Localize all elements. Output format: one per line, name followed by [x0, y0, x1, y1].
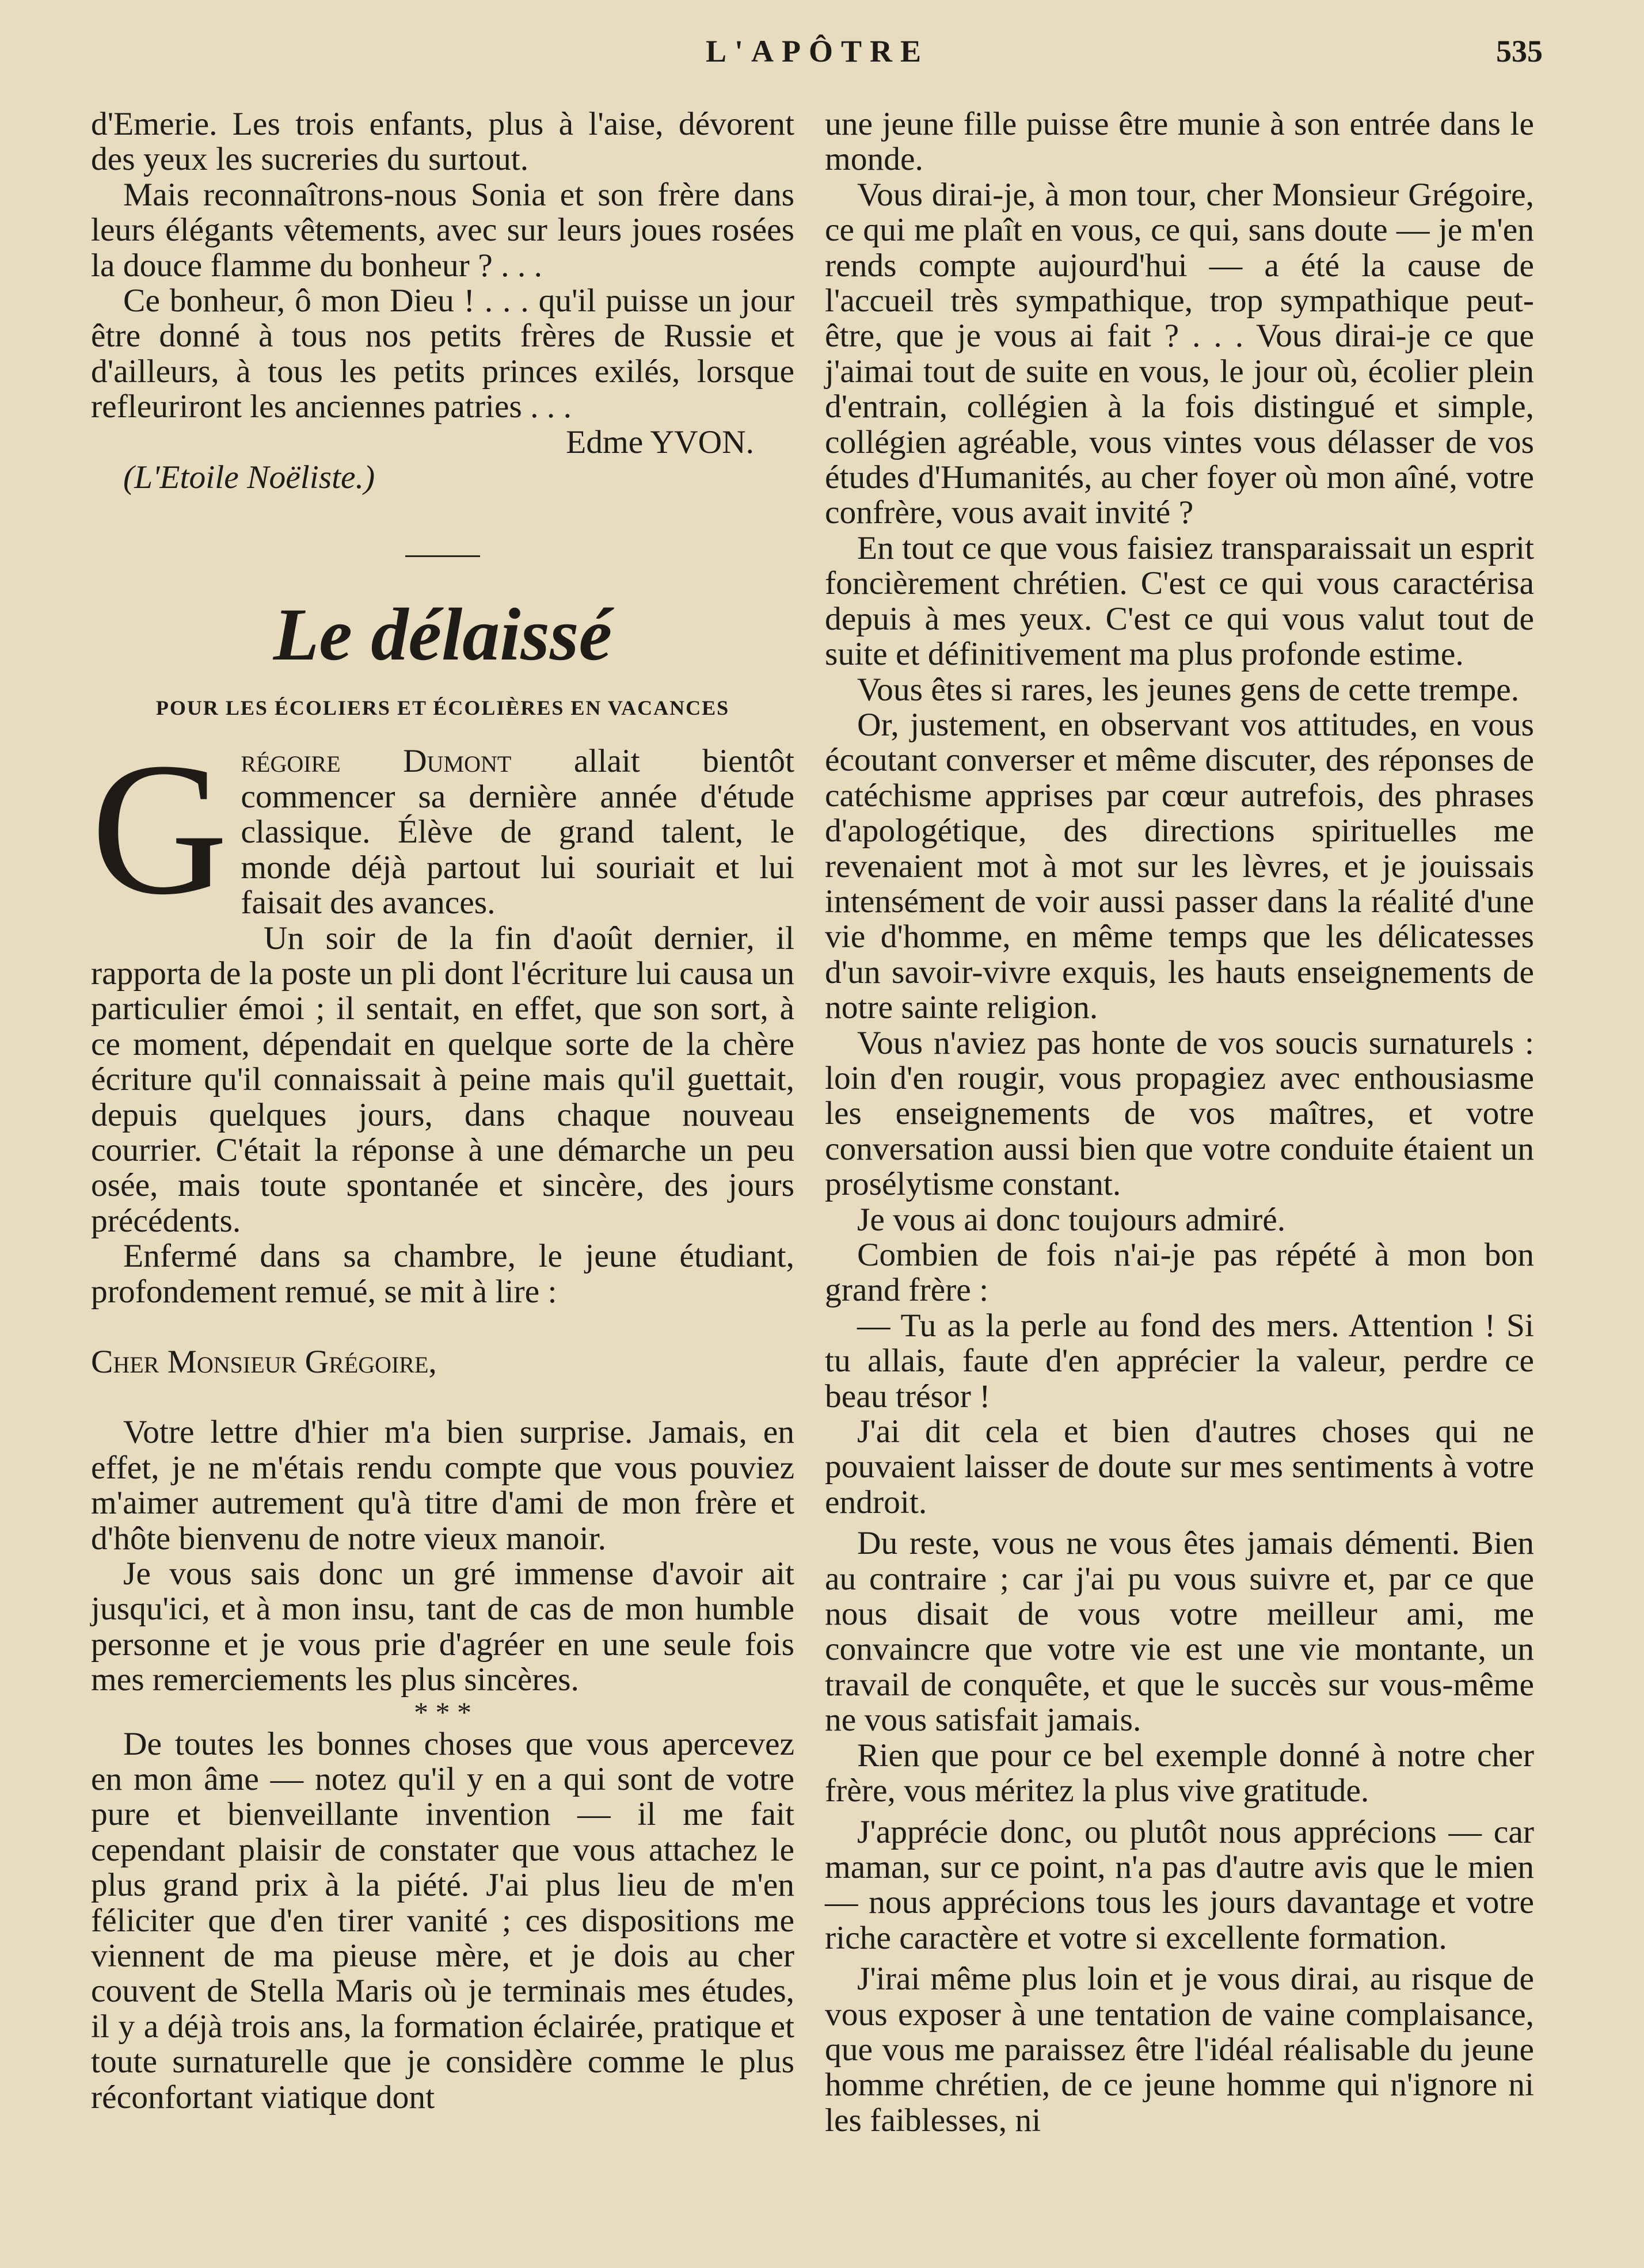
- source-citation: (L'Etoile Noëliste.): [123, 459, 375, 496]
- right-column: [825, 106, 1534, 2138]
- right-paragraph-12: Rien que pour ce bel exemple donné à notre cher frère, vous méritez la plus vive gratitude.: [825, 1737, 1534, 1809]
- asterism: * * *: [414, 1695, 471, 1728]
- page-number: 535: [1496, 34, 1543, 68]
- right-paragraph-13: J'apprécie donc, ou plutôt nous apprécions — car maman, sur ce point, n'a pas d'autre avis que le mien — nous apprécions tous les jours davantage et votre riche caractère et votre si excellente formation.: [825, 1813, 1534, 1956]
- right-paragraph-3: En tout ce que vous faisiez transparaissait un esprit foncièrement chrétien. C'est ce qui vous caractérisa depuis à mes yeux. C'est ce qui vous valut tout de suite et définitivement ma plus profonde estime.: [825, 529, 1534, 673]
- lead-text: allait bientôt commencer sa dernière année d'étude classique. Élève de grand talent, le monde déjà partout lui souriait et lui faisait des avances.: [241, 743, 794, 921]
- article-title: Le délaissé: [273, 593, 612, 677]
- letter-paragraph-3: De toutes les bonnes choses que vous apercevez en mon âme — notez qu'il y en a qui sont de votre pure et bienveillante invention — il me fait cependant plaisir de constater que vous attachez le plus grand prix à la piété. J'ai plus lieu de m'en féliciter que d'en tirer vanité ; ces dispositions me viennent de ma pieuse mère, et je dois au cher couvent de Stella Maris où je terminais mes études, il y a déjà trois ans, la formation éclairée, pratique et toute surnaturelle que je considère comme le plus réconfortant viatique dont: [91, 1725, 794, 2115]
- right-paragraph-10: J'ai dit cela et bien d'autres choses qui ne pouvaient laisser de doute sur mes sentiments à votre endroit.: [825, 1413, 1534, 1520]
- letter-paragraph-1: Votre lettre d'hier m'a bien surprise. Jamais, en effet, je ne m'étais rendu compte que vous pouviez m'aimer autrement qu'à titre d'ami de mon frère et d'hôte bienvenu de notre vieux manoir.: [91, 1414, 794, 1557]
- right-paragraph-1: une jeune fille puisse être munie à son entrée dans le monde.: [825, 106, 1534, 178]
- right-paragraph-6: Vous n'aviez pas honte de vos soucis surnaturels : loin d'en rougir, vous propagiez avec enthousiasme les enseignements de vos maîtres, et votre conversation aussi bien que votre conduite étaient un prosélytisme constant.: [825, 1024, 1534, 1203]
- left-column: [91, 106, 794, 2115]
- intro-paragraph-2: Enfermé dans sa chambre, le jeune étudiant, profondement remué, se mit à lire :: [91, 1238, 794, 1310]
- drop-cap: G: [91, 724, 229, 935]
- right-paragraph-14: J'irai même plus loin et je vous dirai, au risque de vous exposer à une tentation de vaine complaisance, que vous me paraissez être l'idéal réalisable du jeune homme chrétien, de ce jeune homme qui n'ignore ni les faiblesses, ni: [825, 1961, 1534, 2139]
- prev-paragraph-1: d'Emerie. Les trois enfants, plus à l'aise, dévorent des yeux les sucreries du surtout.: [91, 106, 794, 178]
- right-paragraph-5: Or, justement, en observant vos attitudes, en vous écoutant converser et même discuter, des réponses de catéchisme apprises par cœur autrefois, des phrases d'apologétique, des directions spirituelles me revenaient mot à mot sur les lèvres, et je jouissais intensément de voir aussi passer dans la réalité d'une vie d'homme, en même temps que les délicatesses d'un savoir-vivre exquis, les hauts enseignements de notre sainte religion.: [825, 706, 1534, 1026]
- page-header: [92, 28, 1543, 79]
- right-paragraph-7: Je vous ai donc toujours admiré.: [857, 1201, 1286, 1238]
- prev-paragraph-3: Ce bonheur, ô mon Dieu ! . . . qu'il puisse un jour être donné à tous nos petits frères de Russie et d'ailleurs, à tous les petits princes exilés, lorsque refleuriront les anciennes patries . . .: [91, 283, 794, 425]
- right-paragraph-11: Du reste, vous ne vous êtes jamais démenti. Bien au contraire ; car j'ai pu vous suivre et, par ce que nous disait de vous votre meilleur ami, me convaincre que votre vie est une vie montante, un travail de conquête, et que le succès sur vous-même ne vous satisfait jamais.: [825, 1525, 1534, 1739]
- section-divider: [405, 555, 480, 557]
- right-paragraph-9: — Tu as la perle au fond des mers. Attention ! Si tu allais, faute d'en apprécier la valeur, perdre ce beau trésor !: [825, 1307, 1534, 1415]
- right-paragraph-8: Combien de fois n'ai-je pas répété à mon bon grand frère :: [825, 1237, 1534, 1309]
- lead-name: régoire Dumont: [241, 743, 512, 780]
- article-subtitle: POUR LES ÉCOLIERS ET ÉCOLIÈRES EN VACANCES: [155, 696, 730, 720]
- right-paragraph-4: Vous êtes si rares, les jeunes gens de cette trempe.: [857, 671, 1520, 708]
- signature: Edme YVON.: [566, 424, 754, 460]
- letter-salutation: Cher Monsieur Grégoire,: [91, 1343, 437, 1380]
- prev-paragraph-2: Mais reconnaîtrons-nous Sonia et son frère dans leurs élégants vêtements, avec sur leurs joues rosées la douce flamme du bonheur ? . . .: [91, 176, 794, 284]
- intro-paragraph-1: Un soir de la fin d'août dernier, il rapporta de la poste un pli dont l'écriture lui causa un particulier émoi ; il sentait, en effet, que son sort, à ce moment, dépendait en quelque sorte de la chère écriture qu'il connaissait à peine mais qu'il guettait, depuis quelques jours, dans chaque nouveau courrier. C'était la réponse à une démarche un peu osée, mais toute spontanée et sincère, des jours précédents.: [91, 920, 794, 1239]
- running-title: L'APÔTRE: [705, 34, 930, 68]
- lead-paragraph: [91, 724, 794, 935]
- letter-paragraph-2: Je vous sais donc un gré immense d'avoir ait jusqu'ici, et à mon insu, tant de cas de mon humble personne et je vous prie d'agréer en une seule fois mes remerciements les plus sincères.: [91, 1556, 794, 1698]
- right-paragraph-2: Vous dirai-je, à mon tour, cher Monsieur Grégoire, ce qui me plaît en vous, ce qui, sans doute — je m'en rends compte aujourd'hui — a été la cause de l'accueil très sympathique, trop sympathique peut-être, que je vous ai fait ? . . . Vous dirai-je ce que j'aimai tout de suite en vous, le jour où, écolier plein d'entrain, collégien à la fois distingué et simple, collégien agréable, vous vintes vous délasser de vos études d'Humanités, au cher foyer où mon aîné, votre confrère, vous avait invité ?: [825, 176, 1534, 531]
